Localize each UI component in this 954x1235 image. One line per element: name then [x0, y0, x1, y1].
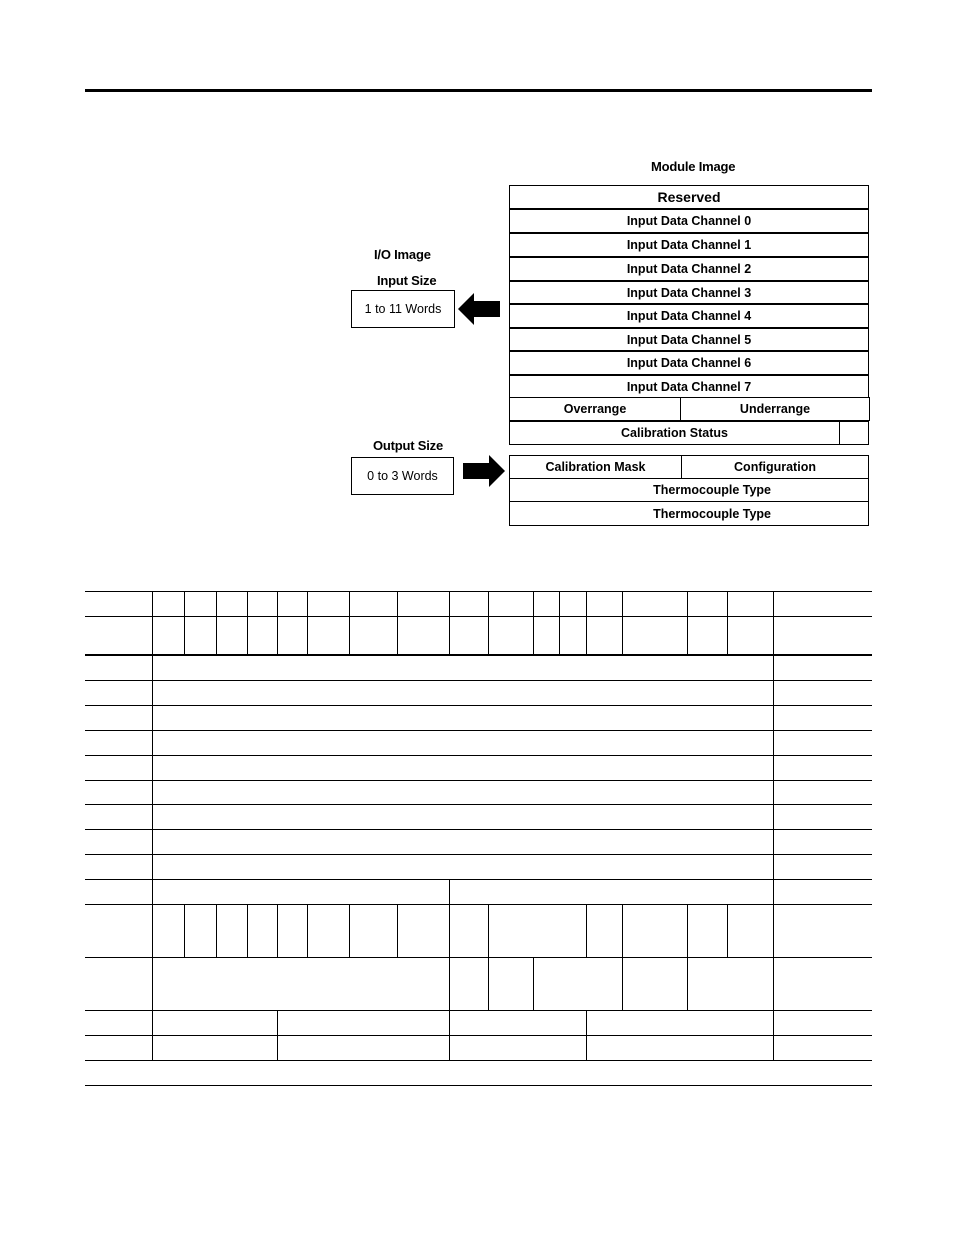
table-vline: [184, 591, 185, 654]
input-channel-2-row: Input Data Channel 2: [509, 257, 869, 281]
calibration-mask-cell: Calibration Mask: [509, 455, 682, 479]
table-vline: [622, 591, 623, 654]
table-vline: [586, 904, 587, 957]
left-arrow-icon: [458, 293, 501, 325]
module-image-title: Module Image: [651, 159, 736, 174]
underrange-cell: Underrange: [680, 397, 870, 421]
table-vline: [349, 591, 350, 654]
reserved-row: Reserved: [509, 185, 869, 209]
input-channel-1-row: Input Data Channel 1: [509, 233, 869, 257]
table-vline: [397, 904, 398, 957]
table-vline: [586, 591, 587, 654]
table-vline: [307, 904, 308, 957]
table-vline: [216, 591, 217, 654]
table-hline: [85, 1035, 872, 1036]
input-channel-5-row: Input Data Channel 5: [509, 328, 869, 351]
input-channel-0-row: Input Data Channel 0: [509, 209, 869, 233]
table-hline: [85, 957, 872, 958]
input-size-label: Input Size: [377, 273, 437, 288]
table-hline: [85, 591, 872, 592]
input-channel-3-row: Input Data Channel 3: [509, 281, 869, 304]
thermocouple-type-label-1: Thermocouple Type: [653, 483, 771, 497]
table-vline: [586, 1010, 587, 1060]
thermocouple-type-cell-2: [509, 501, 869, 526]
table-vline: [488, 957, 489, 1010]
output-size-label: Output Size: [373, 438, 444, 453]
table-vline: [397, 591, 398, 654]
right-arrow-icon: [463, 455, 506, 487]
table-vline: [727, 904, 728, 957]
table-vline: [277, 1010, 278, 1060]
calibration-status-cell: Calibration Status: [509, 421, 840, 445]
table-hline: [85, 755, 872, 756]
configuration-cell: Configuration: [681, 455, 869, 479]
table-vline: [277, 904, 278, 957]
table-vline: [247, 904, 248, 957]
table-vline: [622, 957, 623, 1010]
calibration-status-spare-cell: [839, 421, 869, 445]
table-hline: [85, 879, 872, 880]
header-rule: [85, 89, 872, 92]
table-hline: [85, 854, 872, 855]
table-vline: [533, 957, 534, 1010]
table-vline: [533, 591, 534, 654]
table-vline: [449, 957, 450, 1010]
table-vline: [449, 879, 450, 904]
output-size-box: 0 to 3 Words: [351, 457, 454, 495]
table-vline: [687, 904, 688, 957]
table-vline: [216, 904, 217, 957]
table-hline: [85, 829, 872, 830]
table-hline: [85, 780, 872, 781]
table-vline: [449, 591, 450, 654]
overrange-cell: Overrange: [509, 397, 681, 421]
table-vline: [277, 591, 278, 654]
table-vline: [349, 904, 350, 957]
table-hline: [85, 804, 872, 805]
table-hline: [85, 616, 872, 617]
thermocouple-type-cell-1: [509, 478, 869, 502]
thermocouple-type-label-2: Thermocouple Type: [653, 506, 771, 521]
table-vline: [622, 904, 623, 957]
table-hline: [85, 680, 872, 681]
input-size-box: 1 to 11 Words: [351, 290, 455, 328]
input-channel-6-row: Input Data Channel 6: [509, 351, 869, 375]
table-hline: [85, 730, 872, 731]
table-hline: [85, 705, 872, 706]
table-vline: [488, 591, 489, 654]
table-vline: [152, 591, 153, 1060]
table-hline: [85, 1085, 872, 1086]
io-image-label: I/O Image: [374, 247, 431, 262]
table-hline: [85, 1010, 872, 1011]
table-vline: [184, 904, 185, 957]
input-channel-4-row: Input Data Channel 4: [509, 304, 869, 328]
table-vline: [307, 591, 308, 654]
table-hline: [85, 904, 872, 905]
table-hline: [85, 1060, 872, 1061]
table-vline: [247, 591, 248, 654]
table-vline: [488, 904, 489, 957]
table-hline: [85, 654, 872, 656]
input-channel-7-row: Input Data Channel 7: [509, 375, 869, 398]
table-vline: [727, 591, 728, 654]
table-vline: [559, 591, 560, 654]
table-vline: [773, 591, 774, 1060]
table-vline: [449, 1010, 450, 1060]
table-vline: [687, 591, 688, 654]
table-vline: [687, 957, 688, 1010]
table-vline: [449, 904, 450, 957]
